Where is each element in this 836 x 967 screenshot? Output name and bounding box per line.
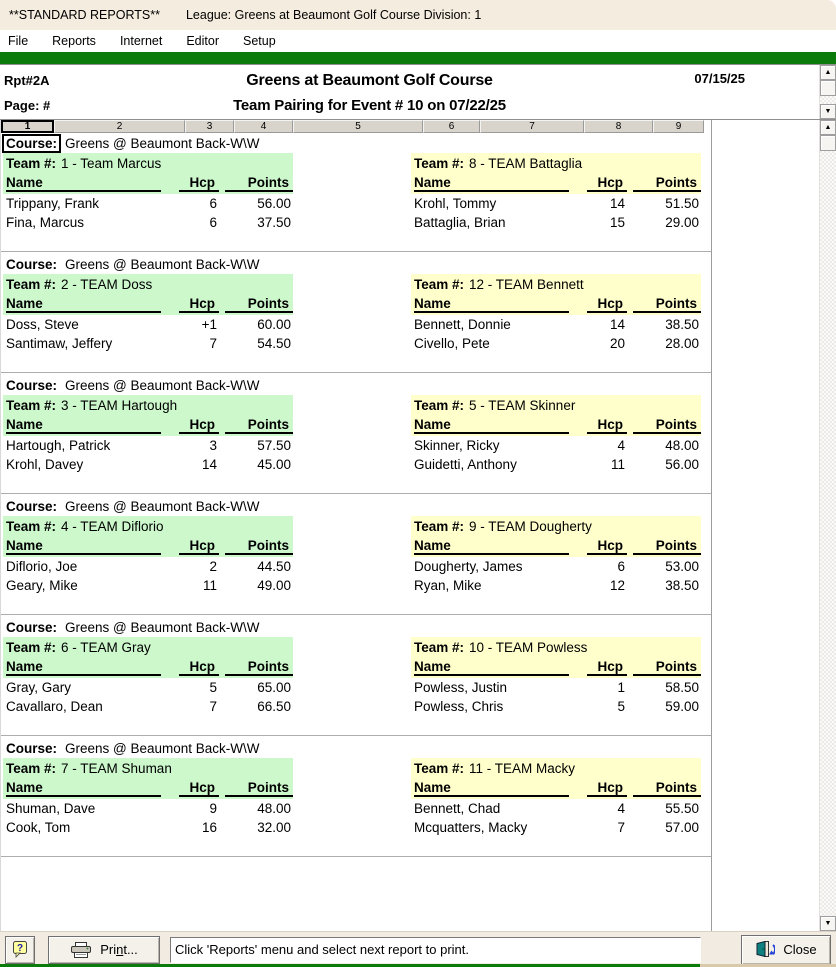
player-columns-header <box>411 778 701 799</box>
player-name: Cook, Tom <box>6 820 71 835</box>
name-column-header: Name <box>414 780 569 797</box>
player-columns-header <box>3 415 293 436</box>
team-block-right <box>411 274 701 353</box>
team-number-label: Team #: <box>414 276 465 292</box>
player-columns-header <box>411 536 701 557</box>
course-row[interactable] <box>1 618 711 637</box>
player-hcp: 15 <box>609 215 625 230</box>
team-block-right <box>411 758 701 837</box>
player-name: Gray, Gary <box>6 680 72 695</box>
team-header <box>411 637 701 657</box>
player-points: 38.50 <box>665 317 699 332</box>
team-name: 10 - TEAM Powless <box>469 639 588 655</box>
player-hcp: 14 <box>201 457 217 472</box>
pairing-section <box>1 376 711 497</box>
points-column-header: Points <box>633 296 701 313</box>
column-header-9[interactable]: 9 <box>653 120 704 133</box>
team-header <box>3 153 293 173</box>
report-header-center <box>0 67 739 118</box>
player-hcp: 4 <box>617 438 625 453</box>
player-row <box>3 799 293 818</box>
name-column-header: Name <box>414 296 569 313</box>
hcp-column-header: Hcp <box>587 659 627 676</box>
team-name: 8 - TEAM Battaglia <box>469 155 583 171</box>
column-header-5[interactable]: 5 <box>293 120 423 133</box>
team-block-right <box>411 153 701 232</box>
player-name: Doss, Steve <box>6 317 79 332</box>
section-separator <box>1 735 711 736</box>
name-column-header: Name <box>6 296 161 313</box>
points-column-header: Points <box>225 659 293 676</box>
team-name: 5 - TEAM Skinner <box>469 397 576 413</box>
header-scroll-thumb[interactable] <box>820 80 836 96</box>
column-header-8[interactable]: 8 <box>584 120 653 133</box>
player-points: 51.50 <box>665 196 699 211</box>
player-row <box>411 455 701 474</box>
grid-scroll-down-button[interactable]: ▼ <box>820 916 836 931</box>
name-column-header: Name <box>6 780 161 797</box>
pairing-section <box>1 134 711 255</box>
player-hcp: 14 <box>609 317 625 332</box>
player-points: 45.00 <box>257 457 291 472</box>
header-scrollbar[interactable] <box>819 65 836 119</box>
menu-item-reports[interactable]: Reports <box>52 34 96 48</box>
name-column-header: Name <box>414 175 569 192</box>
hcp-column-header: Hcp <box>587 417 627 434</box>
course-row[interactable] <box>1 739 711 758</box>
green-divider <box>0 52 836 64</box>
page-label: Page: # <box>4 98 51 113</box>
hcp-column-header: Hcp <box>179 538 219 555</box>
player-name: Shuman, Dave <box>6 801 96 816</box>
team-header <box>3 516 293 536</box>
player-points: 60.00 <box>257 317 291 332</box>
player-columns-header <box>3 778 293 799</box>
team-name: 7 - TEAM Shuman <box>61 760 172 776</box>
points-column-header: Points <box>633 659 701 676</box>
player-row <box>411 213 701 232</box>
player-columns-header <box>3 294 293 315</box>
team-header <box>3 395 293 415</box>
team-block-left <box>3 516 293 595</box>
player-name: Guidetti, Anthony <box>414 457 517 472</box>
points-column-header: Points <box>633 780 701 797</box>
player-hcp: 7 <box>209 699 217 714</box>
pairing-section <box>1 255 711 376</box>
player-row <box>3 678 293 697</box>
player-points: 38.50 <box>665 578 699 593</box>
player-columns-header <box>411 415 701 436</box>
player-hcp: 6 <box>209 215 217 230</box>
player-row <box>3 315 293 334</box>
player-name: Geary, Mike <box>6 578 78 593</box>
team-header <box>411 758 701 778</box>
player-hcp: 6 <box>617 559 625 574</box>
report-grid-region <box>0 120 836 931</box>
menu-item-setup[interactable]: Setup <box>242 34 276 48</box>
player-points: 48.00 <box>665 438 699 453</box>
close-button[interactable] <box>741 935 831 965</box>
course-row[interactable] <box>1 497 711 516</box>
hcp-column-header: Hcp <box>587 175 627 192</box>
player-hcp: 1 <box>617 680 625 695</box>
player-name: Mcquatters, Macky <box>414 820 528 835</box>
header-scroll-down-button[interactable]: ▼ <box>820 104 836 119</box>
title-bar <box>0 0 836 30</box>
player-hcp: 2 <box>209 559 217 574</box>
report-title: Greens at Beaumont Golf Course <box>246 72 493 89</box>
team-pair <box>1 758 711 837</box>
team-header <box>3 637 293 657</box>
column-header-1[interactable]: 1 <box>1 120 54 133</box>
team-block-left <box>3 637 293 716</box>
player-points: 55.50 <box>665 801 699 816</box>
player-row <box>3 557 293 576</box>
team-pair <box>1 395 711 474</box>
team-pair <box>1 516 711 595</box>
course-label-cell[interactable]: Course: <box>6 378 58 393</box>
player-row <box>3 213 293 232</box>
team-header <box>411 153 701 173</box>
help-button[interactable] <box>5 936 35 964</box>
report-header-panel <box>0 64 836 120</box>
report-subtitle: Team Pairing for Event # 10 on 07/22/25 <box>233 97 506 114</box>
column-header-3[interactable]: 3 <box>185 120 234 133</box>
player-points: 56.00 <box>665 457 699 472</box>
team-number-label: Team #: <box>414 760 465 776</box>
points-column-header: Points <box>225 780 293 797</box>
print-button-label: Print... <box>100 942 138 957</box>
section-separator <box>1 372 711 373</box>
column-header-2[interactable]: 2 <box>54 120 185 133</box>
player-points: 48.00 <box>257 801 291 816</box>
player-hcp: 12 <box>609 578 625 593</box>
section-separator <box>1 856 711 857</box>
player-hcp: 11 <box>202 578 217 593</box>
team-name: 3 - TEAM Hartough <box>61 397 178 413</box>
player-hcp: 14 <box>609 196 625 211</box>
report-date: 07/15/25 <box>694 71 745 86</box>
course-row[interactable] <box>1 376 711 395</box>
player-row <box>3 436 293 455</box>
player-name: Fina, Marcus <box>6 215 85 230</box>
player-name: Krohl, Davey <box>6 457 84 472</box>
player-columns-header <box>3 173 293 194</box>
player-row <box>3 818 293 837</box>
player-row <box>411 194 701 213</box>
player-hcp: 5 <box>209 680 217 695</box>
player-columns-header <box>3 657 293 678</box>
team-number-label: Team #: <box>6 276 57 292</box>
name-column-header: Name <box>6 538 161 555</box>
player-hcp: 16 <box>201 820 217 835</box>
course-label-cell[interactable]: Course: <box>6 741 58 756</box>
team-block-left <box>3 758 293 837</box>
name-column-header: Name <box>414 417 569 434</box>
course-label-cell[interactable]: Course: <box>6 620 58 635</box>
course-value: Greens @ Beaumont Back-W\W <box>65 499 260 514</box>
player-hcp: 3 <box>209 438 217 453</box>
name-column-header: Name <box>6 417 161 434</box>
hcp-column-header: Hcp <box>179 417 219 434</box>
player-hcp: 11 <box>610 457 625 472</box>
hcp-column-header: Hcp <box>587 538 627 555</box>
player-points: 58.50 <box>665 680 699 695</box>
player-name: Dougherty, James <box>414 559 523 574</box>
course-value: Greens @ Beaumont Back-W\W <box>65 741 260 756</box>
team-block-left <box>3 274 293 353</box>
team-header <box>3 274 293 294</box>
team-name: 11 - TEAM Macky <box>469 760 576 776</box>
team-name: 2 - TEAM Doss <box>61 276 153 292</box>
course-label-cell[interactable]: Course: <box>6 499 58 514</box>
player-columns-header <box>3 536 293 557</box>
report-grid <box>0 120 712 931</box>
player-points: 53.00 <box>665 559 699 574</box>
player-hcp: 9 <box>209 801 217 816</box>
grid-right-margin <box>712 120 819 931</box>
report-header-content <box>0 65 819 119</box>
team-name: 1 - Team Marcus <box>61 155 162 171</box>
player-row <box>3 455 293 474</box>
player-columns-header <box>411 294 701 315</box>
section-separator <box>1 251 711 252</box>
grid-scroll-up-button[interactable]: ▲ <box>820 120 836 135</box>
team-block-left <box>3 153 293 232</box>
player-name: Krohl, Tommy <box>414 196 497 211</box>
player-name: Powless, Justin <box>414 680 508 695</box>
player-row <box>3 334 293 353</box>
team-number-label: Team #: <box>414 518 465 534</box>
team-number-label: Team #: <box>6 518 57 534</box>
grid-scroll-thumb[interactable] <box>820 135 836 151</box>
player-name: Battaglia, Brian <box>414 215 506 230</box>
player-name: Bennett, Chad <box>414 801 501 816</box>
player-hcp: 5 <box>617 699 625 714</box>
window-league-info: League: Greens at Beaumont Golf Course Division: 1 <box>185 8 482 22</box>
points-column-header: Points <box>633 538 701 555</box>
team-pair <box>1 274 711 353</box>
player-row <box>411 334 701 353</box>
team-header <box>411 516 701 536</box>
name-column-header: Name <box>414 538 569 555</box>
course-label-cell[interactable]: Course: <box>2 134 61 153</box>
exit-door-icon <box>755 941 775 958</box>
hcp-column-header: Hcp <box>179 175 219 192</box>
player-row <box>3 697 293 716</box>
printer-icon <box>70 942 92 958</box>
team-name: 6 - TEAM Gray <box>61 639 151 655</box>
print-button[interactable] <box>48 936 160 964</box>
name-column-header: Name <box>6 659 161 676</box>
header-scroll-track[interactable] <box>820 96 836 104</box>
player-name: Hartough, Patrick <box>6 438 111 453</box>
player-points: 37.50 <box>257 215 291 230</box>
player-hcp: 20 <box>609 336 625 351</box>
column-header-7[interactable]: 7 <box>480 120 584 133</box>
course-label-cell[interactable]: Course: <box>6 257 58 272</box>
player-points: 29.00 <box>665 215 699 230</box>
player-name: Bennett, Donnie <box>414 317 511 332</box>
column-header-4[interactable]: 4 <box>234 120 293 133</box>
player-points: 66.50 <box>257 699 291 714</box>
name-column-header: Name <box>414 659 569 676</box>
team-header <box>411 274 701 294</box>
player-points: 44.50 <box>257 559 291 574</box>
player-row <box>411 678 701 697</box>
player-points: 54.50 <box>257 336 291 351</box>
player-points: 32.00 <box>257 820 291 835</box>
player-row <box>3 194 293 213</box>
player-row <box>411 557 701 576</box>
course-row[interactable] <box>1 134 711 153</box>
team-number-label: Team #: <box>6 397 57 413</box>
pairing-section <box>1 739 711 860</box>
course-value: Greens @ Beaumont Back-W\W <box>65 136 260 151</box>
player-name: Santimaw, Jeffery <box>6 336 113 351</box>
window-title: **STANDARD REPORTS** <box>9 8 160 22</box>
menu-item-editor[interactable]: Editor <box>186 34 219 48</box>
grid-column-headers <box>1 120 711 133</box>
points-column-header: Points <box>225 538 293 555</box>
column-header-6[interactable]: 6 <box>423 120 480 133</box>
player-name: Trippany, Frank <box>6 196 100 211</box>
hcp-column-header: Hcp <box>587 780 627 797</box>
player-columns-header <box>411 657 701 678</box>
team-header <box>3 758 293 778</box>
player-row <box>411 818 701 837</box>
svg-text:?: ? <box>16 943 23 954</box>
course-value: Greens @ Beaumont Back-W\W <box>65 620 260 635</box>
course-value: Greens @ Beaumont Back-W\W <box>65 257 260 272</box>
hcp-column-header: Hcp <box>179 659 219 676</box>
player-points: 28.00 <box>665 336 699 351</box>
player-hcp: 7 <box>209 336 217 351</box>
team-number-label: Team #: <box>414 639 465 655</box>
menu-item-file[interactable]: File <box>8 34 29 48</box>
grid-scrollbar[interactable] <box>819 120 836 931</box>
player-hcp: +1 <box>201 317 217 332</box>
team-name: 12 - TEAM Bennett <box>469 276 584 292</box>
hcp-column-header: Hcp <box>179 296 219 313</box>
player-points: 56.00 <box>257 196 291 211</box>
status-bar <box>0 931 836 967</box>
team-block-left <box>3 395 293 474</box>
course-row[interactable] <box>1 255 711 274</box>
player-row <box>3 576 293 595</box>
player-hcp: 7 <box>617 820 625 835</box>
team-pair <box>1 153 711 232</box>
course-value: Greens @ Beaumont Back-W\W <box>65 378 260 393</box>
team-number-label: Team #: <box>6 155 57 171</box>
points-column-header: Points <box>633 175 701 192</box>
hcp-column-header: Hcp <box>179 780 219 797</box>
points-column-header: Points <box>225 296 293 313</box>
player-hcp: 4 <box>617 801 625 816</box>
status-message: Click 'Reports' menu and select next report to print. <box>175 942 469 957</box>
points-column-header: Points <box>225 175 293 192</box>
hcp-column-header: Hcp <box>587 296 627 313</box>
name-column-header: Name <box>6 175 161 192</box>
player-points: 57.00 <box>665 820 699 835</box>
player-points: 49.00 <box>257 578 291 593</box>
team-block-right <box>411 516 701 595</box>
report-id: Rpt#2A <box>4 73 50 88</box>
player-points: 57.50 <box>257 438 291 453</box>
team-block-right <box>411 637 701 716</box>
player-name: Ryan, Mike <box>414 578 482 593</box>
points-column-header: Points <box>633 417 701 434</box>
player-name: Skinner, Ricky <box>414 438 500 453</box>
menu-bar <box>0 30 836 52</box>
player-name: Diflorio, Joe <box>6 559 78 574</box>
player-hcp: 6 <box>209 196 217 211</box>
team-header <box>411 395 701 415</box>
pairing-section <box>1 497 711 618</box>
team-name: 4 - TEAM Diflorio <box>61 518 164 534</box>
player-row <box>411 436 701 455</box>
pairing-section <box>1 618 711 739</box>
close-button-label: Close <box>783 942 817 957</box>
player-row <box>411 697 701 716</box>
team-pair <box>1 637 711 716</box>
team-block-right <box>411 395 701 474</box>
points-column-header: Points <box>225 417 293 434</box>
player-name: Civello, Pete <box>414 336 490 351</box>
pairing-sections <box>1 134 711 860</box>
player-name: Cavallaro, Dean <box>6 699 103 714</box>
header-scroll-up-button[interactable]: ▲ <box>820 65 836 80</box>
player-name: Powless, Chris <box>414 699 504 714</box>
team-number-label: Team #: <box>414 397 465 413</box>
player-points: 59.00 <box>665 699 699 714</box>
grid-scroll-track[interactable] <box>820 151 836 916</box>
section-separator <box>1 493 711 494</box>
team-number-label: Team #: <box>414 155 465 171</box>
section-separator <box>1 614 711 615</box>
menu-item-internet[interactable]: Internet <box>119 34 163 48</box>
status-message-box <box>170 937 701 963</box>
player-points: 65.00 <box>257 680 291 695</box>
player-columns-header <box>411 173 701 194</box>
help-balloon-icon <box>13 941 28 958</box>
player-row <box>411 576 701 595</box>
team-number-label: Team #: <box>6 639 57 655</box>
player-row <box>411 315 701 334</box>
team-name: 9 - TEAM Dougherty <box>469 518 592 534</box>
team-number-label: Team #: <box>6 760 57 776</box>
player-row <box>411 799 701 818</box>
